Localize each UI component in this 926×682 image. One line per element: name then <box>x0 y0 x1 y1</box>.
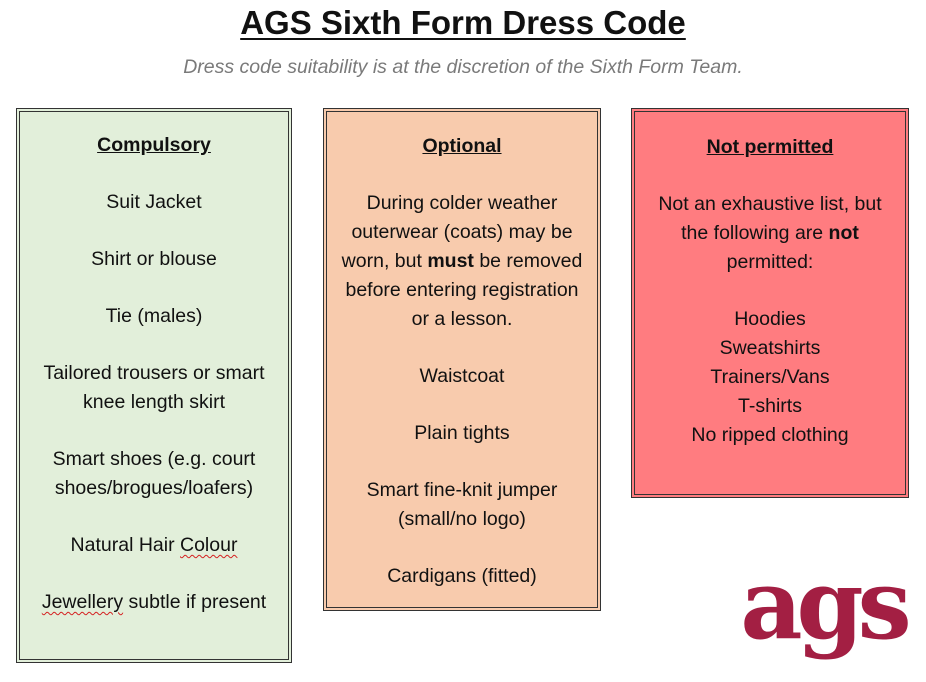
compulsory-item: Suit Jacket <box>106 191 202 213</box>
optional-coats-note <box>327 189 597 334</box>
optional-item: Smart fine-knit jumper (small/no logo) <box>366 479 558 530</box>
intro-emphasis: not <box>828 222 859 244</box>
optional-item: Waistcoat <box>419 365 505 387</box>
compulsory-item: Smart shoes (e.g. court shoes/brogues/loafers) <box>52 448 256 499</box>
not-permitted-heading: Not permitted <box>706 136 834 158</box>
optional-heading: Optional <box>422 135 502 157</box>
not-permitted-item: T-shirts <box>738 395 802 417</box>
optional-item: Cardigans (fitted) <box>387 565 537 587</box>
compulsory-item-jewellery <box>20 588 288 617</box>
optional-item: Plain tights <box>414 422 510 444</box>
compulsory-item-hair <box>20 531 288 560</box>
ags-logo-text: ags <box>740 550 906 661</box>
page-subtitle: Dress code suitability is at the discretion of the Sixth Form Team. <box>183 56 743 78</box>
not-permitted-item: Sweatshirts <box>719 337 821 359</box>
compulsory-item: Shirt or blouse <box>91 248 217 270</box>
coats-text-before: During colder weather outerwear (coats) may be worn, but <box>341 192 573 272</box>
compulsory-item: Tailored trousers or smart knee length skirt <box>43 362 265 413</box>
not-permitted-intro <box>635 190 905 277</box>
compulsory-box <box>16 108 292 663</box>
not-permitted-item: Trainers/Vans <box>710 366 830 388</box>
optional-box <box>323 108 601 611</box>
not-permitted-item: Hoodies <box>734 308 806 330</box>
not-permitted-item: No ripped clothing <box>691 424 849 446</box>
not-permitted-box <box>631 108 909 498</box>
ags-logo <box>738 550 908 672</box>
page-title: AGS Sixth Form Dress Code <box>240 4 686 41</box>
coats-emphasis: must <box>427 250 474 272</box>
jewellery-word-spellcheck: Jewellery <box>41 591 124 613</box>
intro-text-before: Not an exhaustive list, but the following are <box>658 193 882 244</box>
jewellery-suffix: subtle if present <box>123 591 267 613</box>
intro-text-after: permitted: <box>726 251 814 273</box>
hair-word-spellcheck: Colour <box>180 534 238 556</box>
compulsory-heading: Compulsory <box>97 134 211 156</box>
compulsory-item: Tie (males) <box>105 305 203 327</box>
coats-text-after: be removed before entering registration or a lesson. <box>345 250 583 330</box>
hair-prefix: Natural Hair <box>70 534 180 556</box>
